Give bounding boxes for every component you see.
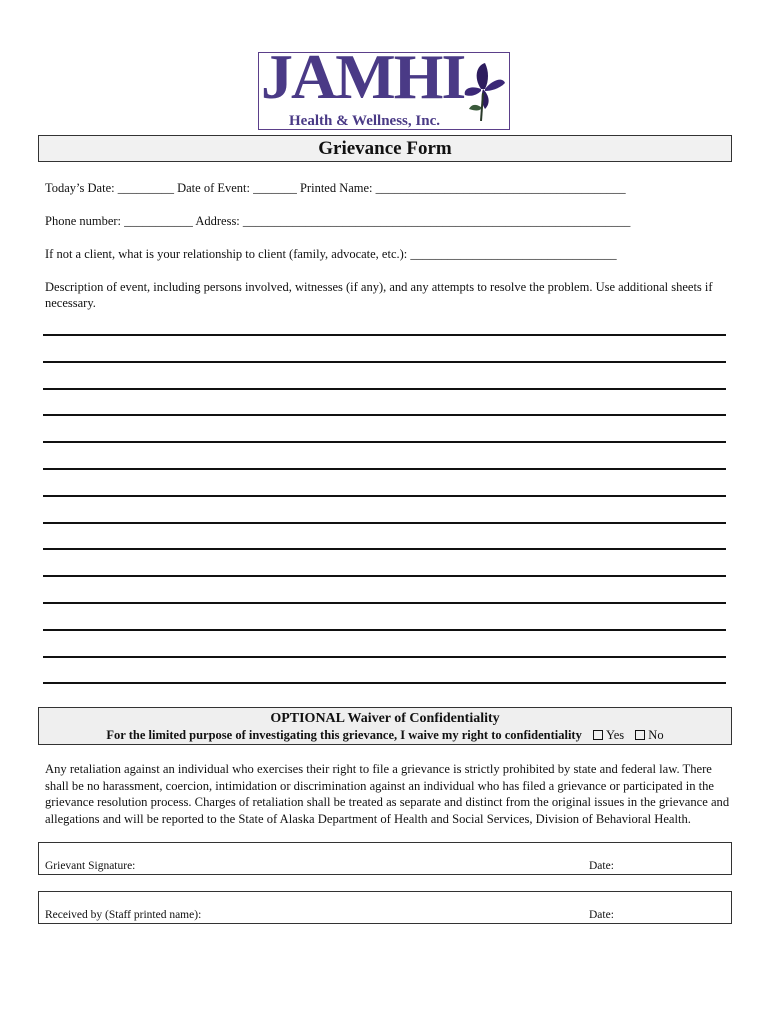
grievant-signature-label: Grievant Signature: — [45, 860, 136, 872]
writing-line[interactable] — [43, 522, 726, 524]
yes-checkbox[interactable] — [593, 730, 603, 740]
form-title: Grievance Form — [38, 135, 732, 162]
no-checkbox[interactable] — [635, 730, 645, 740]
phone-address-line[interactable]: Phone number: ___________ Address: ______________________________________________________________ — [45, 214, 631, 228]
writing-line[interactable] — [43, 629, 726, 631]
grievant-date-label: Date: — [589, 860, 614, 872]
writing-line[interactable] — [43, 656, 726, 658]
received-by-field[interactable] — [38, 891, 732, 924]
dates-name-line[interactable]: Today’s Date: _________ Date of Event: _______ Printed Name: ________________________________________ — [45, 181, 626, 195]
retaliation-notice: Any retaliation against an individual who exercises their right to file a grievance is strictly prohibited by state and federal law. There shall be no harassment, coercion, intimidation or discrimination against an individual who has filed a grievance or participated in the grievance resolution process. Charges of retaliation shall be treated as separate and distinct from the original issues in the grievance and allegations and will be reported to the State of Alaska Department of Health and Social Services, Division of Behavioral Health. — [45, 762, 730, 826]
iris-flower-icon — [459, 59, 507, 121]
writing-line[interactable] — [43, 495, 726, 497]
writing-line[interactable] — [43, 548, 726, 550]
writing-line[interactable] — [43, 682, 726, 684]
received-by-label: Received by (Staff printed name): — [45, 909, 202, 921]
writing-line[interactable] — [43, 441, 726, 443]
yes-label: Yes — [605, 728, 625, 742]
received-date-label: Date: — [589, 909, 614, 921]
description-prompt: Description of event, including persons involved, witnesses (if any), and any attempts to resolve the problem. Use additional sheets if necessary. — [45, 280, 713, 310]
writing-line[interactable] — [43, 361, 726, 363]
writing-line[interactable] — [43, 334, 726, 336]
writing-line[interactable] — [43, 468, 726, 470]
logo — [258, 41, 510, 130]
writing-line[interactable] — [43, 388, 726, 390]
waiver-box — [38, 707, 732, 745]
relationship-line[interactable]: If not a client, what is your relationship to client (family, advocate, etc.): _________________________________ — [45, 247, 617, 261]
waiver-text: For the limited purpose of investigating this grievance, I waive my right to confidentiality — [106, 728, 582, 742]
writing-line[interactable] — [43, 414, 726, 416]
logo-subtitle: Health & Wellness, Inc. — [289, 113, 440, 129]
waiver-title: OPTIONAL Waiver of Confidentiality — [270, 711, 500, 726]
waiver-statement — [39, 728, 731, 743]
no-label: No — [648, 728, 664, 742]
writing-line[interactable] — [43, 602, 726, 604]
grievant-signature-field[interactable] — [38, 842, 732, 875]
logo-name: JAMHI — [261, 41, 465, 112]
writing-line[interactable] — [43, 575, 726, 577]
